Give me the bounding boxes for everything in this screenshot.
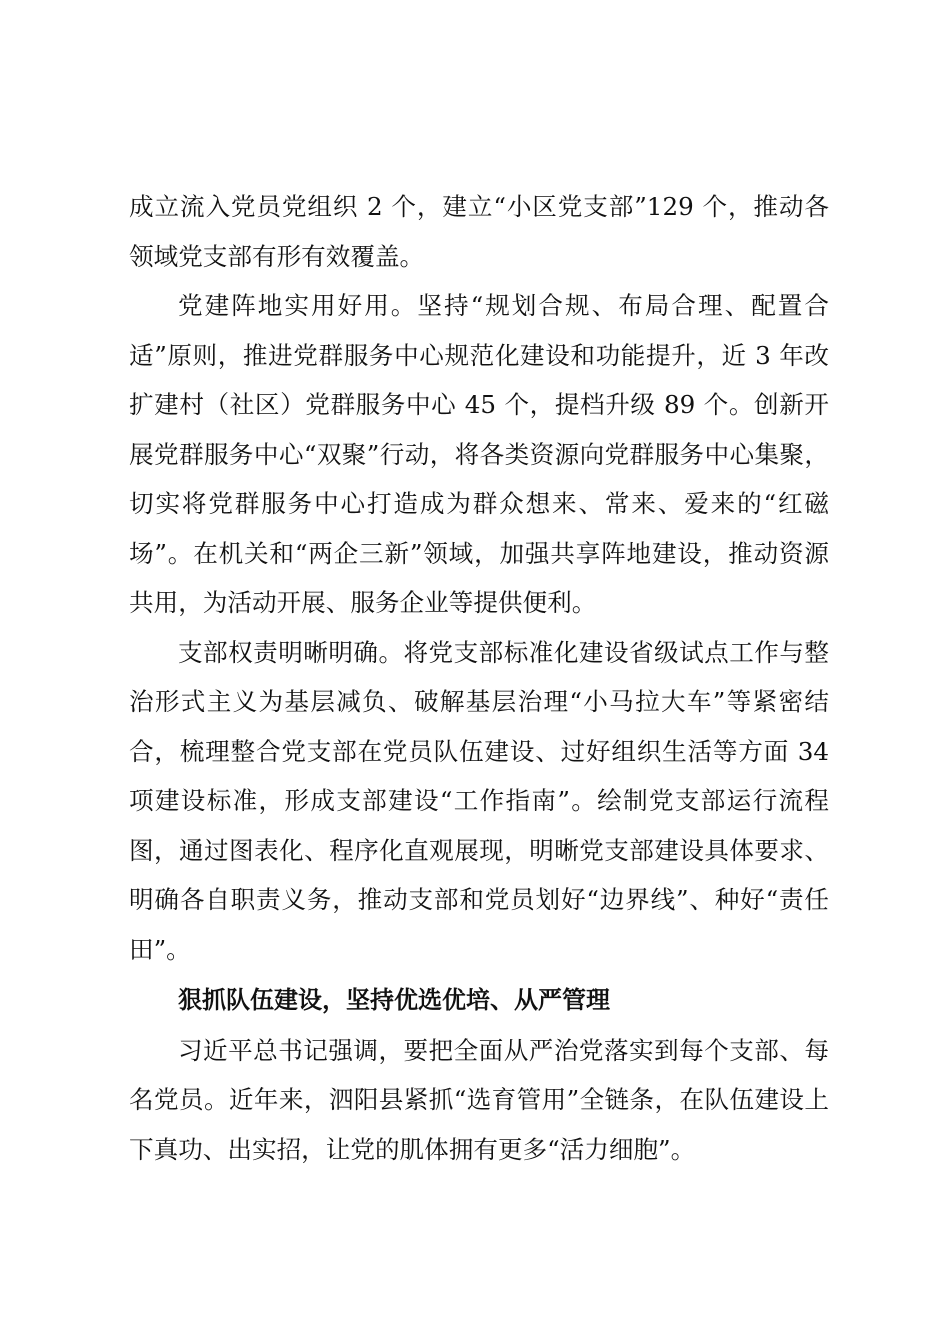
paragraph-party-positions: 党建阵地实用好用。坚持“规划合规、布局合理、配置合适”原则，推进党群服务中心规范化建设和功能提升，近 3 年改扩建村（社区）党群服务中心 45 个，提档升级 89 个。创新开展党群服务中心“双聚”行动，将各类资源向党群服务中心集聚，切实将党群服务中心打造成为群众想来、常来、爱来的“红磁场”。在机关和“两企三新”领域，加强共享阵地建设，推动资源共用，为活动开展、服务企业等提供便利。 xyxy=(129,291,829,617)
paragraph-continuation: 成立流入党员党组织 2 个，建立“小区党支部”129 个，推动各领域党支部有形有效覆盖。 xyxy=(129,192,829,271)
paragraph-branch-responsibilities: 支部权责明晰明确。将党支部标准化建设省级试点工作与整治形式主义为基层减负、破解基层治理“小马拉大车”等紧密结合，梳理整合党支部在党员队伍建设、过好组织生活等方面 34 项建设标准，形成支部建设“工作指南”。绘制党支部运行流程图，通过图表化、程序化直观展现，明晰党支部建设具体要求、明确各自职责义务，推动支部和党员划好“边界线”、种好“责任田”。 xyxy=(129,637,829,964)
document-body xyxy=(129,182,829,1174)
section-heading: 狠抓队伍建设，坚持优选优培、从严管理 xyxy=(178,986,610,1014)
paragraph-team-building: 习近平总书记强调，要把全面从严治党落实到每个支部、每名党员。近年来，泗阳县紧抓“选育管用”全链条，在队伍建设上下真功、出实招，让党的肌体拥有更多“活力细胞”。 xyxy=(129,1035,829,1164)
